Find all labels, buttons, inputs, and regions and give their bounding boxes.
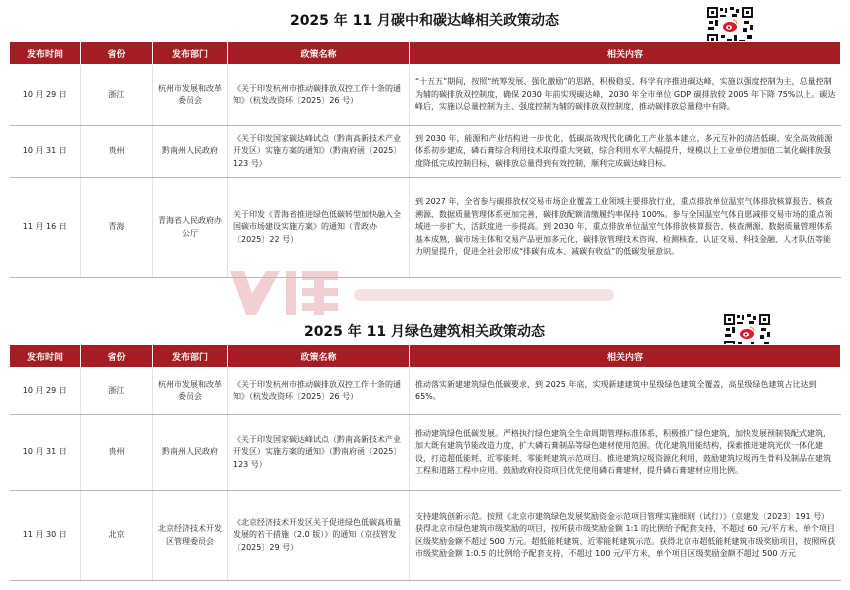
row-content: 推动建筑绿色低碳发展。严格执行绿色建筑全生命周期管理标准体系，积极推广绿色建筑，加快发展预制装配式建筑，加大既有建筑节能改造力度，扩大磷石膏制品等绿色建材使用范围。优化建筑用能结构，探索推进建筑光伏一体化建设，打造超低能耗、近零能耗、零能耗建筑示范项目。推进建筑垃圾资源化利用，鼓励建筑垃圾再生骨料及制品在建筑工程和道路工程中应用。鼓励政府投资项目优先使用磷石膏建材，提升磷石膏建材应用比例。 xyxy=(410,415,841,491)
col-header-policy: 政策名称 xyxy=(228,42,410,65)
col-header-date: 发布时间 xyxy=(10,42,81,65)
table-row xyxy=(10,415,841,491)
col-header-policy: 政策名称 xyxy=(228,345,410,368)
col-header-content: 相关内容 xyxy=(410,345,841,368)
row-department: 杭州市发展和改革委员会 xyxy=(153,65,228,126)
row-policy: 《北京经济技术开发区关于促进绿色低碳高质量发展的若干措施（2.0 版）》的通知（京技管发〔2025〕29 号） xyxy=(228,491,410,581)
table-row xyxy=(10,178,841,278)
row-date: 11 月 16 日 xyxy=(10,178,81,278)
weibo-icon xyxy=(721,18,739,34)
table-header-row xyxy=(10,42,841,65)
row-department: 黔南州人民政府 xyxy=(153,415,228,491)
row-province: 浙江 xyxy=(81,368,153,415)
row-department: 黔南州人民政府 xyxy=(153,126,228,178)
row-policy: 关于印发《青海省推进绿色低碳转型加快融入全国碳市场建设实施方案》的通知（青政办〔2025〕22 号） xyxy=(228,178,410,278)
row-content: “十五五”期间，按照“统筹发展、强化激励”的思路，积极稳妥、科学有序推进碳达峰，实施以强度控制为主，总量控制为辅的碳排放双控制度，确保 2030 年前实现碳达峰，2030 年全市单位 GDP 碳排放较 2005 年下降 75%以上。碳达峰后，实施以总量控制为主、强度控制为辅的碳排放双控制度，推动碳排放总量稳中有降。 xyxy=(410,65,841,126)
row-province: 青海 xyxy=(81,178,153,278)
section-title: 2025 年 11 月碳中和碳达峰相关政策动态 xyxy=(289,13,560,29)
green-building-policy-table xyxy=(9,344,841,581)
section-title: 2025 年 11 月绿色建筑相关政策动态 xyxy=(303,324,546,340)
col-header-content: 相关内容 xyxy=(410,42,841,65)
col-header-province: 省份 xyxy=(81,345,153,368)
table-row xyxy=(10,126,841,178)
row-province: 浙江 xyxy=(81,65,153,126)
row-content: 推动落实新建建筑绿色低碳要求，到 2025 年底，实现新建建筑中星级绿色建筑全覆盖，高星级绿色建筑占比达到 65%。 xyxy=(410,368,841,415)
row-policy: 《关于印发杭州市推动碳排放双控工作十条的通知》（杭发改资环〔2025〕26 号） xyxy=(228,368,410,415)
row-content: 支持建筑创新示范。按照《北京市建筑绿色发展奖励资金示范项目管理实施细则（试行）》（京建发〔2023〕191 号）获得北京市绿色建筑市级奖励的项目，按所获市级奖励金额 1:1 的比例给予配套支持，不超过 60 元/平方米，单个项目区级奖励金额不超过 500 万元。超低能耗建筑、近零能耗建筑示范。获得北京市超低能耗建筑市级奖励项目，按照所获市级奖励金额 1:0.5 的比例给予配套支持，不超过 100 元/平方米，单个项目区级奖励金额不超过 500 万元 xyxy=(410,491,841,581)
row-policy: 《关于印发国家碳达峰试点（黔南高新技术产业开发区）实施方案的通知》（黔南府函〔2025〕123 号） xyxy=(228,415,410,491)
row-policy: 《关于印发国家碳达峰试点（黔南高新技术产业开发区）实施方案的通知》（黔南府函〔2025〕123 号） xyxy=(228,126,410,178)
weibo-icon xyxy=(738,325,756,341)
row-date: 10 月 29 日 xyxy=(10,368,81,415)
carbon-policy-table xyxy=(9,41,841,278)
row-content: 到 2030 年，能源和产业结构进一步优化，低碳高效现代化磷化工产业基本建立，多元互补的清洁低碳、安全高效能源体系初步建成，磷石膏综合利用技术取得重大突破，综合利用水平大幅提升，规模以上工业单位增加值二氧化碳排放强度降低完成控制目标，碳排放总量得到有效控制，顺利完成碳达峰目标。 xyxy=(410,126,841,178)
table-row xyxy=(10,491,841,581)
row-department: 杭州市发展和改革委员会 xyxy=(153,368,228,415)
row-province: 贵州 xyxy=(81,126,153,178)
col-header-department: 发布部门 xyxy=(153,345,228,368)
table-header-row xyxy=(10,345,841,368)
row-date: 10 月 29 日 xyxy=(10,65,81,126)
qr-code-icon xyxy=(706,6,754,46)
row-content: 到 2027 年，全省参与碳排放权交易市场企业覆盖工业领域主要排放行业，重点排放单位温室气体排放核算报告、核查溯源、数据质量管理体系更加完善，碳排放配额清缴履约率保持 100%。参与全国温室气体自愿减排交易市场的重点领域进一步扩大，活跃度进一步提高。到 2030 年，重点排放单位温室气体排放核算报告、核查溯源、数据质量管理体系基本成熟，碳市场主体和交易产品更加多元化，碳排放管理技术咨询、检测核查、认证交易、科技金融、人才队伍等能力明显提升，促进全社会形成“排碳有成本、减碳有收益”的低碳发展意识。 xyxy=(410,178,841,278)
row-province: 北京 xyxy=(81,491,153,581)
row-department: 青海省人民政府办公厅 xyxy=(153,178,228,278)
row-policy: 《关于印发杭州市推动碳排放双控工作十条的通知》（杭发改资环〔2025〕26 号） xyxy=(228,65,410,126)
row-province: 贵州 xyxy=(81,415,153,491)
row-department: 北京经济技术开发区管理委员会 xyxy=(153,491,228,581)
col-header-department: 发布部门 xyxy=(153,42,228,65)
row-date: 11 月 30 日 xyxy=(10,491,81,581)
col-header-province: 省份 xyxy=(81,42,153,65)
row-date: 10 月 31 日 xyxy=(10,415,81,491)
table-row xyxy=(10,368,841,415)
table-row xyxy=(10,65,841,126)
col-header-date: 发布时间 xyxy=(10,345,81,368)
row-date: 10 月 31 日 xyxy=(10,126,81,178)
